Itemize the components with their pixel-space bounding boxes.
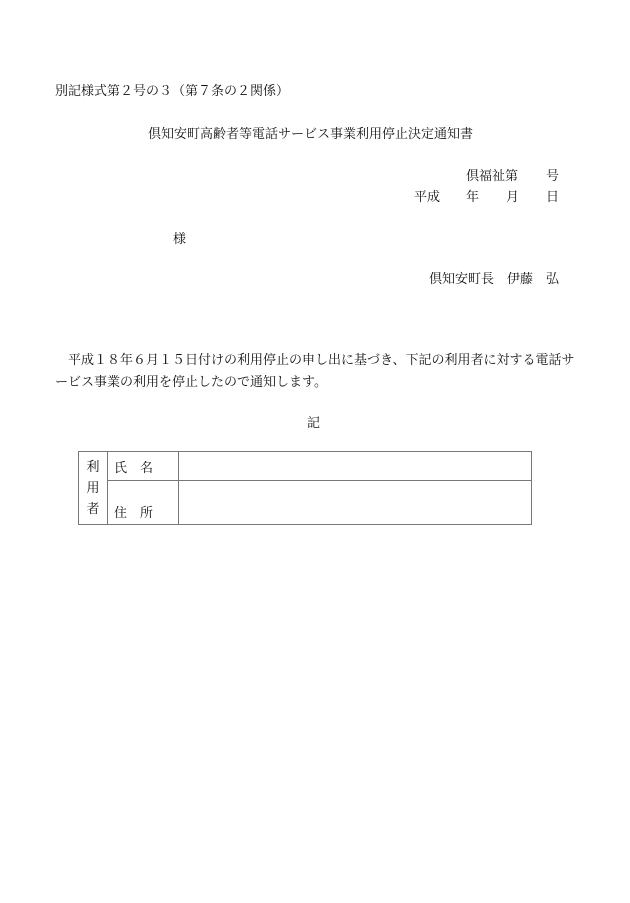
address-value — [179, 481, 532, 525]
issue-date — [414, 186, 559, 205]
sender-name: 倶知安町長 伊藤 弘 — [428, 272, 559, 287]
user-label-char: 者 — [86, 501, 100, 517]
reference-suffix: 号 — [545, 169, 559, 184]
notice-body: 平成１８年６月１５日付けの利用停止の申し出に基づき、下記の利用者に対する電話サービス事業の利用を停止したので通知します。 — [55, 353, 575, 390]
user-info-table — [78, 451, 532, 525]
date-era: 平成 — [413, 190, 440, 205]
addressee-honorific: 様 — [173, 232, 187, 247]
note-heading: 記 — [307, 416, 321, 431]
table-row-name — [79, 452, 532, 481]
date-year-unit: 年 — [465, 190, 479, 205]
address-label: 住 所 — [108, 481, 179, 525]
name-value — [179, 452, 532, 481]
reference-prefix: 倶福祉第 — [465, 169, 518, 184]
date-day-unit: 日 — [545, 190, 559, 205]
user-label-char: 利 — [86, 459, 100, 475]
form-number: 別記様式第２号の３（第７条の２関係） — [55, 84, 290, 99]
reference-number — [466, 165, 559, 184]
document-title: 倶知安町高齢者等電話サービス事業利用停止決定通知書 — [148, 127, 474, 142]
table-row-address — [79, 481, 532, 525]
name-label: 氏 名 — [108, 452, 179, 481]
date-month-unit: 月 — [505, 190, 519, 205]
user-label-cell — [79, 452, 108, 525]
user-label-char: 用 — [86, 480, 100, 496]
